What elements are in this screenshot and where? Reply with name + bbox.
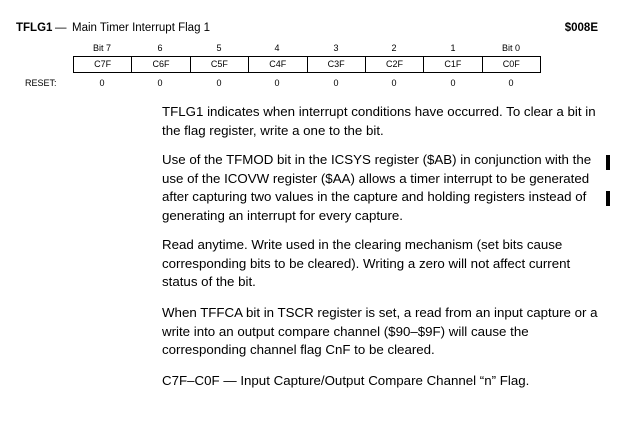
change-bar [606, 155, 610, 170]
reset-label: RESET: [25, 78, 57, 88]
bit-number: 4 [274, 43, 280, 53]
bit-field-cell: C2F [366, 57, 424, 72]
register-description: Main Timer Interrupt Flag 1 [72, 22, 211, 34]
reset-value: 0 [216, 78, 222, 88]
reset-value: 0 [157, 78, 163, 88]
reset-value: 0 [508, 78, 514, 88]
bit-number: Bit 0 [501, 43, 520, 53]
paragraph-flag-definition: C7F–C0F — Input Capture/Output Compare Channel “n” Flag. [162, 373, 530, 388]
title-separator: — [55, 22, 67, 34]
change-bar [606, 191, 610, 206]
bit-number: 2 [391, 43, 397, 53]
reset-value: 0 [391, 78, 397, 88]
reset-value: 0 [99, 78, 105, 88]
paragraph-read-write: Read anytime. Write used in the clearing mechanism (set bits cause corresponding bits to be cleared). Writing a zero will not affect current status of the bit. [162, 237, 571, 289]
reset-value: 0 [450, 78, 456, 88]
bit-number: 5 [216, 43, 222, 53]
reset-value: 0 [274, 78, 280, 88]
bit-number: 6 [157, 43, 163, 53]
register-bit-table [73, 56, 541, 73]
bit-field-cell: C5F [191, 57, 249, 72]
bit-field-cell: C3F [308, 57, 366, 72]
register-name: TFLG1 [16, 22, 53, 34]
register-address: $008E [564, 22, 598, 34]
bit-field-cell: C1F [424, 57, 482, 72]
bit-field-cell: C6F [132, 57, 190, 72]
paragraph-tffca: When TFFCA bit in TSCR register is set, a read from an input capture or a write into an output compare channel ($90–$9F) will cause the corresponding channel flag CnF to be cleared. [162, 305, 598, 357]
paragraph-flag-overview: TFLG1 indicates when interrupt conditions have occurred. To clear a bit in the flag register, write a one to the bit. [162, 104, 596, 138]
paragraph-tfmod-usage: Use of the TFMOD bit in the ICSYS register ($AB) in conjunction with the use of the ICOVW register ($AA) allows a timer interrupt to be generated after capturing two values in the capture and holding registers instead of generating an interrupt for every capture. [162, 152, 592, 223]
bit-field-cell: C7F [74, 57, 132, 72]
reset-value: 0 [333, 78, 339, 88]
bit-field-cell: C0F [502, 59, 520, 69]
bit-field-cell: C4F [249, 57, 307, 72]
bit-number: 1 [450, 43, 456, 53]
bit-number: 3 [333, 43, 339, 53]
bit-number: Bit 7 [92, 43, 111, 53]
